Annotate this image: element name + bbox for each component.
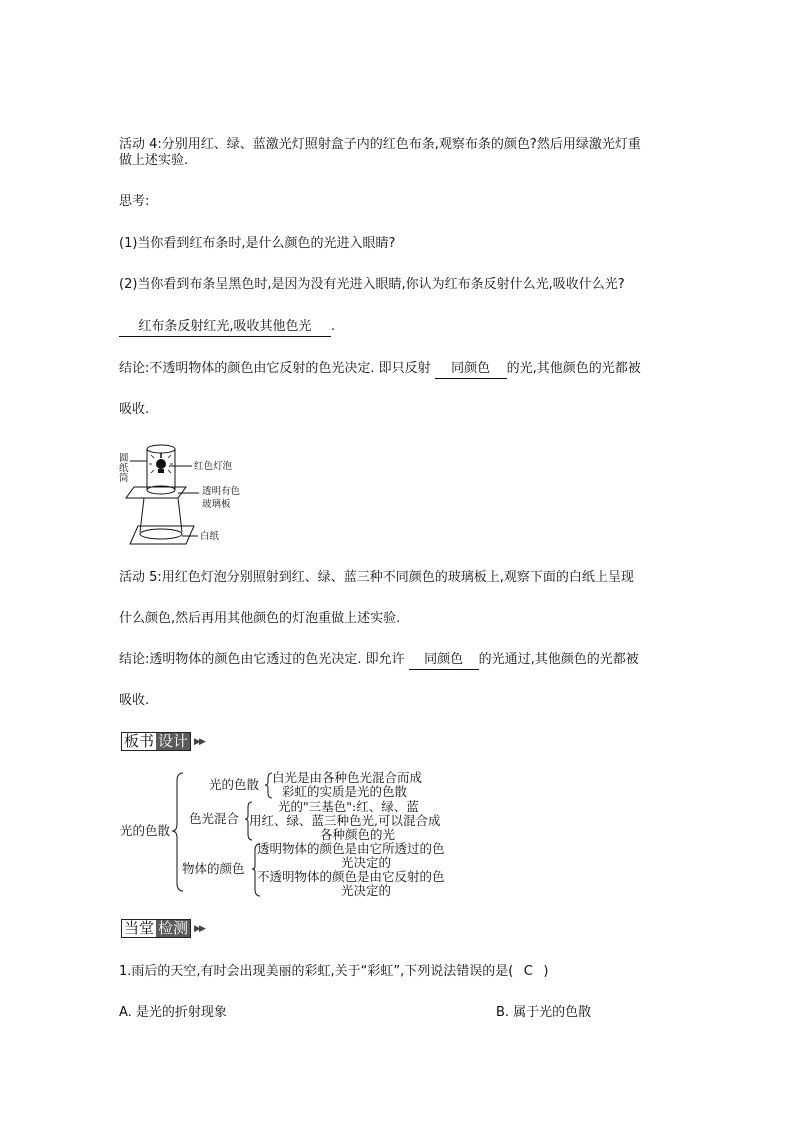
question-1-close: ) (543, 964, 549, 979)
mindmap-object-color-label: 物体的颜色 (182, 861, 245, 876)
question-1-stem (119, 963, 548, 981)
label-glass-1: 透明有色 (202, 486, 241, 497)
double-arrow-icon: ▶▶ (194, 923, 204, 934)
object-color-item-2: 光决定的 (341, 855, 392, 870)
label-tube-1: 圆 (119, 453, 129, 464)
mixing-item-1: 光的"三基色":红、绿、蓝 (278, 799, 419, 814)
activity4-line2: 做上述实验. (119, 153, 189, 168)
answer-2-period: . (331, 319, 336, 334)
in-class-test-header (121, 919, 204, 938)
activity4-line1: 活动 4:分别用红、绿、蓝激光灯照射盒子内的红色布条,观察布条的颜色?然后用绿激光灯重 (119, 137, 641, 152)
label-tube-2: 纸 (119, 463, 129, 474)
activity5-line1: 活动 5:用红色灯泡分别照射到红、绿、蓝三种不同颜色的玻璃板上,观察下面的白纸上呈现 (119, 570, 634, 585)
label-bulb: 红色灯泡 (194, 461, 233, 472)
conclusion-1-after: 的光,其他颜色的光都被 (506, 361, 641, 376)
object-color-item-4: 光决定的 (341, 883, 392, 898)
option-b: B. 属于光的色散 (496, 1005, 592, 1020)
conclusion-1-line2: 吸收. (119, 402, 150, 417)
dispersion-item-2: 彩虹的实质是光的色散 (282, 784, 408, 799)
activity5-line2: 什么颜色,然后再用其他颜色的灯泡重做上述实验. (119, 611, 401, 626)
label-tube-3: 筒 (119, 473, 129, 484)
question-2: (2)当你看到布条呈黑色时,是因为没有光进入眼睛,你认为红布条反射什么光,吸收什么光? (119, 277, 625, 292)
mindmap-mixing-label: 色光混合 (189, 811, 240, 826)
conclusion-2-after: 的光通过,其他颜色的光都被 (478, 652, 639, 667)
label-paper: 白纸 (200, 531, 220, 542)
option-a: A. 是光的折射现象 (119, 1005, 227, 1020)
conclusion-1-before: 结论:不透明物体的颜色由它反射的色光决定. 即只反射 (119, 361, 431, 376)
mindmap-root: 光的色散 (120, 823, 171, 838)
dispersion-item-1: 白光是由各种色光混合而成 (272, 770, 423, 785)
thinking-label: 思考: (119, 194, 150, 209)
mixing-item-3: 各种颜色的光 (320, 827, 396, 842)
conclusion-1-blank: 同颜色 (435, 360, 507, 379)
object-color-item-3: 不透明物体的颜色是由它反射的色 (257, 869, 445, 884)
question-1: (1)当你看到红布条时,是什么颜色的光进入眼睛? (119, 236, 396, 251)
answer-2-blank: 红布条反射红光,吸收其他色光 (119, 318, 331, 337)
mixing-item-2: 用红、绿、蓝三种色光,可以混合成 (249, 813, 441, 828)
question-1-answer: C (523, 964, 533, 979)
question-1-text: 1.雨后的天空,有时会出现美丽的彩虹,关于“彩虹”,下列说法错误的是( (119, 964, 514, 979)
board-header-white: 板书 (124, 732, 155, 750)
object-color-item-1: 透明物体的颜色是由它所透过的色 (257, 841, 445, 856)
conclusion-2-blank: 同颜色 (409, 651, 479, 670)
mindmap-dispersion-label: 光的色散 (209, 777, 260, 792)
conclusion-2-line2: 吸收. (119, 693, 150, 708)
double-arrow-icon: ▶▶ (194, 736, 204, 747)
label-glass-2: 玻璃板 (202, 499, 231, 510)
board-header-dark: 设计 (158, 732, 189, 750)
test-header-dark: 检测 (158, 919, 189, 937)
conclusion-2-before: 结论:透明物体的颜色由它透过的色光决定. 即允许 (119, 652, 405, 667)
test-header-white: 当堂 (124, 919, 155, 937)
